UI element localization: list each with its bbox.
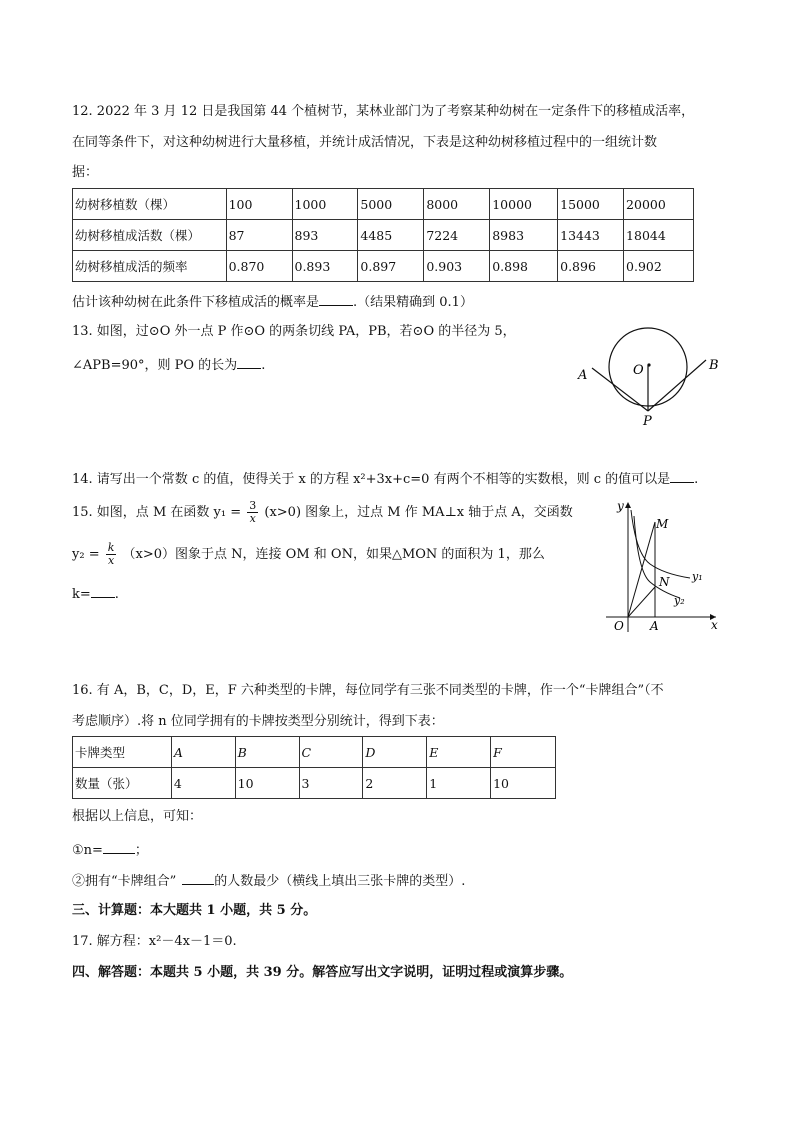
table-cell: 7224 [424,220,490,251]
q12-line2: 在同等条件下，对这种幼树进行大量移植，并统计成活情况，下表是这种幼树移植过程中的一组统计数 [72,135,658,150]
q14-text-b: . [694,472,699,487]
q15-line3 [72,583,119,604]
q16-info: 根据以上信息，可知： [72,809,203,824]
label-y2: y₂ [674,594,685,607]
section-4-heading: 四、解答题：本题共 5 小题，共 39 分。解答应写出文字说明，证明过程或演算步骤。 [72,965,573,980]
q17-text: 17. 解方程：x²－4x－1＝0. [72,934,237,949]
q15-l3b: . [114,587,119,602]
answer-blank [319,291,353,306]
q16-s2a: ②拥有“卡牌组合” [72,874,177,889]
table-cell: 0.896 [558,251,624,282]
q16-s2b: 的人数最少（横线上填出三张卡牌的类型）. [214,874,466,889]
q15-l1a: 15. 如图，点 M 在函数 y₁ = [72,505,242,520]
q14-text-a: 14. 请写出一个常数 c 的值，使得关于 x 的方程 x²+3x+c=0 有两个不相等的实数根，则 c 的值可以是 [72,472,671,487]
table-cell: F [491,737,556,768]
q13-line2 [72,354,265,375]
fraction-k-over-x [106,542,117,567]
q15-line2 [72,542,545,567]
q12-line1: 12. 2022 年 3 月 12 日是我国第 44 个植树节，某林业部门为了考察某种幼树在一定条件下的移植成活率， [72,104,695,119]
table-cell: 893 [292,220,358,251]
table-cell: 0.903 [424,251,490,282]
y-axis-arrow [625,502,631,508]
frac-num: k [107,541,115,554]
q12-after [72,291,473,312]
center-point [647,363,650,366]
label-p: P [643,414,652,429]
table-cell: A [171,737,235,768]
q13-line2-b: . [261,358,266,373]
label-a: A [650,619,659,633]
q15-l1b: (x>0) 图象上，过点 M 作 MA⊥x 轴于点 A，交函数 [264,505,573,520]
table-cell: 3 [299,768,363,799]
q15-l2b: （x>0）图象于点 N，连接 OM 和 ON，如果△MON 的面积为 1，那么 [122,547,545,562]
table-cell: B [235,737,299,768]
table-cell: 87 [226,220,292,251]
table-cell: 0.870 [226,251,292,282]
answer-blank [182,870,214,885]
q15-function-graph-figure [598,496,724,636]
table-cell: 4 [171,768,235,799]
label-b: B [709,358,719,373]
table-cell: 100 [226,189,292,220]
q16-line2: 考虑顺序）.将 n 位同学拥有的卡牌按类型分别统计，得到下表： [72,714,444,729]
label-o: O [614,619,624,633]
table-cell: 0.893 [292,251,358,282]
row-header-cell: 数量（张） [73,768,172,799]
table-cell: 0.897 [358,251,424,282]
table-cell: 13443 [558,220,624,251]
row-header-cell: 幼树移植成活的频率 [73,251,227,282]
table-cell: 1000 [292,189,358,220]
table-cell: 8983 [490,220,558,251]
table-cell: 8000 [424,189,490,220]
label-y1: y₁ [692,570,703,583]
row-header-cell: 幼树移植数（棵） [73,189,227,220]
tangent-pb [648,360,706,411]
table-cell: C [299,737,363,768]
label-n: N [659,575,670,589]
table-row [73,189,694,220]
q12-line3: 据： [72,165,99,180]
q13-line2-a: ∠APB=90°，则 PO 的长为 [72,358,238,373]
label-o: O [633,363,644,378]
label-y: y [617,499,624,513]
frac-den: x [249,512,256,525]
q16-sub2 [72,870,465,891]
table-cell: 1 [427,768,491,799]
label-x: x [711,618,718,632]
table-cell: 10 [235,768,299,799]
table-cell: 18044 [624,220,694,251]
table-cell: 4485 [358,220,424,251]
answer-blank [670,468,694,483]
q14-line [72,468,698,489]
q12-after-b: .（结果精确到 0.1） [353,295,473,310]
table-row [73,251,694,282]
table-cell: 10 [491,768,556,799]
q16-table [72,736,556,799]
q15-line1 [72,500,573,525]
q13-circle-tangent-figure [572,318,732,430]
fraction-3-over-x [247,500,258,525]
table-cell: E [427,737,491,768]
answer-blank [103,839,135,854]
table-cell: D [363,737,427,768]
table-cell: 0.902 [624,251,694,282]
segment-om [628,522,655,617]
table-cell: 15000 [558,189,624,220]
q12-after-a: 估计该种幼树在此条件下移植成活的概率是 [72,295,320,310]
answer-blank [237,354,261,369]
q16-s1b: ； [134,843,148,858]
label-m: M [656,517,669,531]
table-row [73,737,556,768]
q16-sub1 [72,839,148,860]
q16-s1a: ①n= [72,843,103,858]
table-cell: 2 [363,768,427,799]
table-row [73,768,556,799]
frac-num: 3 [249,499,257,512]
q12-table [72,188,694,282]
row-header-cell: 幼树移植成活数（棵） [73,220,227,251]
table-cell: 20000 [624,189,694,220]
q15-l2a: y₂ = [72,547,100,562]
table-cell: 10000 [490,189,558,220]
frac-den: x [107,554,115,567]
table-cell: 5000 [358,189,424,220]
table-cell: 0.898 [490,251,558,282]
label-a: A [578,368,588,383]
answer-blank [91,583,115,598]
q13-line1: 13. 如图，过⊙O 外一点 P 作⊙O 的两条切线 PA，PB，若⊙O 的半径为 5， [72,324,516,339]
q16-line1: 16. 有 A，B，C，D，E，F 六种类型的卡牌，每位同学有三张不同类型的卡牌，作一个“卡牌组合”（不 [72,683,664,698]
table-row [73,220,694,251]
q15-l3a: k= [72,587,91,602]
section-3-heading: 三、计算题：本大题共 1 小题，共 5 分。 [72,903,317,918]
row-header-cell: 卡牌类型 [73,737,172,768]
